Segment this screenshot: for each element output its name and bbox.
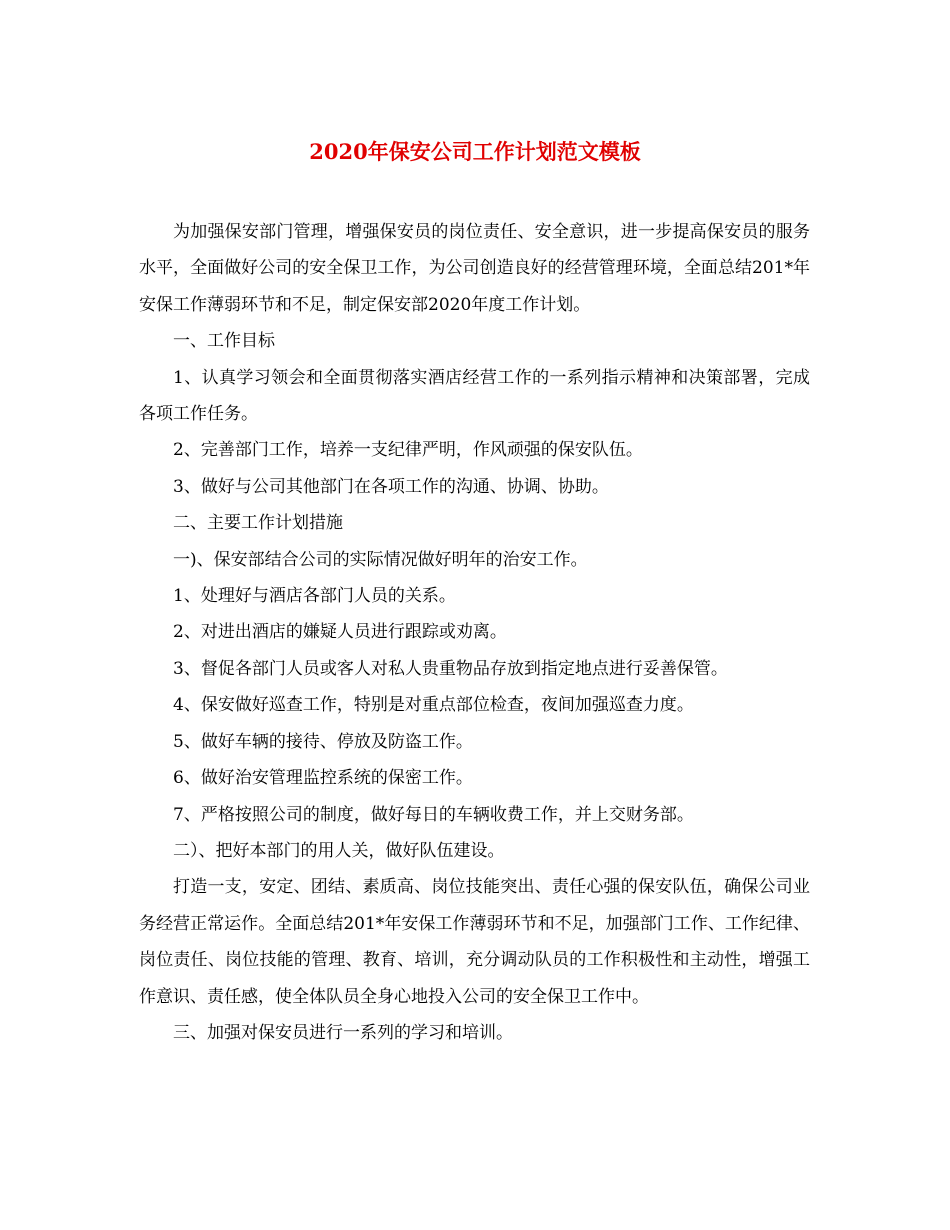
paragraph: 打造一支，安定、团结、素质高、岗位技能突出、责任心强的保安队伍，确保公司业务经营正常运作。全面总结201*年安保工作薄弱环节和不足，加强部门工作、工作纪律、岗位责任、岗位技能的管理、教育、培训，充分调动队员的工作积极性和主动性，增强工作意识、责任感，使全体队员全身心地投入公司的安全保卫工作中。 <box>139 877 810 1007</box>
subsection-heading: 二）、把好本部门的用人关，做好队伍建设。 <box>173 840 505 861</box>
subsection-heading: 一)、保安部结合公司的实际情况做好明年的治安工作。 <box>173 549 588 570</box>
paragraph: 1、认真学习领会和全面贯彻落实酒店经营工作的一系列指示精神和决策部署，完成各项工作任务。 <box>139 367 810 425</box>
document-title: 2020年保安公司工作计划范文模板 <box>309 139 641 164</box>
paragraph: 2、对进出酒店的嫌疑人员进行跟踪或劝离。 <box>173 622 507 643</box>
paragraph: 4、保安做好巡查工作，特别是对重点部位检查，夜间加强巡查力度。 <box>173 695 694 716</box>
section-heading-goals: 一、工作目标 <box>173 331 275 352</box>
section-heading-measures: 二、主要工作计划措施 <box>173 513 343 534</box>
paragraph: 6、做好治安管理监控系统的保密工作。 <box>173 768 473 789</box>
paragraph: 3、做好与公司其他部门在各项工作的沟通、协调、协助。 <box>173 476 609 497</box>
paragraph: 2、完善部门工作，培养一支纪律严明，作风顽强的保安队伍。 <box>173 440 643 461</box>
paragraph: 1、处理好与酒店各部门人员的关系。 <box>173 586 456 607</box>
paragraph: 3、督促各部门人员或客人对私人贵重物品存放到指定地点进行妥善保管。 <box>173 658 728 679</box>
paragraph: 5、做好车辆的接待、停放及防盗工作。 <box>173 731 473 752</box>
document-body <box>139 214 810 1051</box>
paragraph: 7、严格按照公司的制度，做好每日的车辆收费工作，并上交财务部。 <box>173 804 694 825</box>
section-heading-training: 三、加强对保安员进行一系列的学习和培训。 <box>173 1022 513 1043</box>
paragraph-intro: 为加强保安部门管理，增强保安员的岗位责任、安全意识，进一步提高保安员的服务水平，全面做好公司的安全保卫工作，为公司创造良好的经营管理环境，全面总结201*年安保工作薄弱环节和不足，制定保安部2020年度工作计划。 <box>139 222 810 315</box>
